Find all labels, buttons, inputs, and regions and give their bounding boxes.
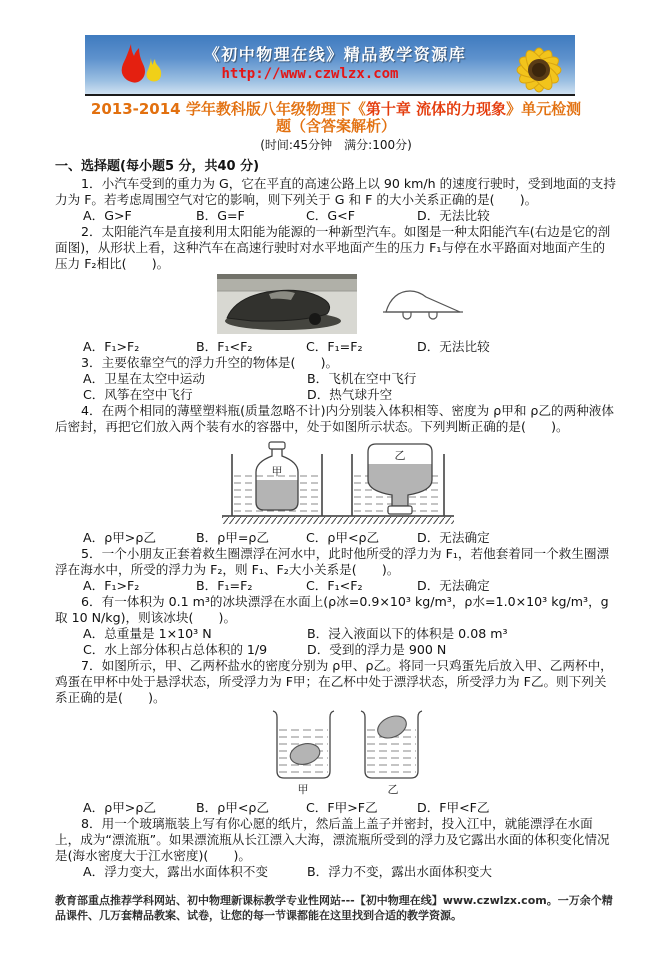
- option-b: B．G=F: [196, 208, 245, 223]
- question-2: [55, 224, 617, 355]
- question-6: [55, 594, 617, 658]
- option-c: C．F₁<F₂: [306, 578, 363, 593]
- page-footer: 教育部重点推荐学科网站、初中物理新课标教学专业性网站---【初中物理在线】www.czwlzx.com。一万余个精品课件、几万套精品教案、试卷，让您的每一节课都能在这里找到合适的教学资源。: [55, 894, 613, 922]
- question-6-options-row1: [55, 626, 617, 642]
- option-a: A．G>F: [83, 208, 132, 223]
- option-d: D．无法确定: [417, 578, 490, 593]
- question-3-options-row2: [55, 387, 617, 403]
- title-chapter: 第十章 流体的力现象: [365, 100, 507, 118]
- banner-site-url[interactable]: http://www.czwlzx.com: [221, 66, 399, 82]
- question-7: [55, 658, 617, 816]
- option-b: B．F₁=F₂: [196, 578, 253, 593]
- question-6-options-row2: [55, 642, 617, 658]
- option-d: D．无法确定: [417, 530, 490, 545]
- bottle-right-label: 乙: [394, 449, 406, 462]
- banner-site-title: 《初中物理在线》精品教学资源库: [203, 45, 467, 64]
- question-2-text: 2．太阳能汽车是直接利用太阳能为能源的一种新型汽车。如图是一种太阳能汽车(右边是它的剖面图)，从形状上看，这种汽车在高速行驶时对水平地面产生的压力 F₁与停在水平路面对地面产生的压力 F₂相比( )。: [55, 224, 611, 271]
- option-b: B．ρ甲<ρ乙: [196, 800, 269, 815]
- question-4-options: [55, 530, 617, 546]
- question-8-options: [55, 864, 617, 880]
- option-b: B．飞机在空中飞行: [307, 371, 417, 386]
- option-c: C．ρ甲<ρ乙: [306, 530, 380, 545]
- question-7-text: 7．如图所示，甲、乙两杯盐水的密度分别为 ρ甲、ρ乙。将同一只鸡蛋先后放入甲、乙两杯中，鸡蛋在甲杯中处于悬浮状态，所受浮力为 F甲；在乙杯中处于漂浮状态，所受浮力为 F乙。则下列关系正确的是( )。: [55, 658, 613, 705]
- question-2-options: [55, 339, 617, 355]
- option-d: D．F甲<F乙: [417, 800, 490, 815]
- question-4-text: 4．在两个相同的薄壁塑料瓶(质量忽略不计)内分别装入体积相等、密度为 ρ甲和 ρ乙的两种液体后密封，再把它们放入两个装有水的容器中，处于如图所示状态。下列判断正确的是( )。: [55, 403, 614, 434]
- beaker-left-label: 甲: [297, 783, 309, 796]
- site-banner: [85, 35, 575, 96]
- option-b: B．F₁<F₂: [196, 339, 253, 354]
- title-prefix: 2013-2014 学年教科版八年级物理下《: [90, 100, 366, 118]
- bottles-in-water-figure: [222, 438, 617, 528]
- bottle-left-label: 甲: [271, 465, 283, 478]
- option-d: D．热气球升空: [307, 387, 393, 402]
- option-a: A．浮力变大，露出水面体积不变: [83, 864, 268, 879]
- question-5-text: 5．一个小朋友正套着救生圈漂浮在河水中，此时他所受的浮力为 F₁，若他套着同一个救生圈漂浮在海水中，所受的浮力为 F₂，则 F₁、F₂大小关系是( )。: [55, 546, 610, 577]
- option-a: A．ρ甲>ρ乙: [83, 530, 156, 545]
- option-b: B．ρ甲=ρ乙: [196, 530, 269, 545]
- option-a: A．ρ甲>ρ乙: [83, 800, 156, 815]
- option-b: B．浮力不变，露出水面体积变大: [307, 864, 492, 879]
- question-8-text: 8．用一个玻璃瓶装上写有你心愿的纸片，然后盖上盖子并密封，投入江中，就能漂浮在水面上，成为“漂流瓶”。如果漂流瓶从长江漂入大海，漂流瓶所受到的浮力及它露出水面的体积变化情况是(海水密度大于江水密度)( )。: [55, 816, 610, 863]
- eggs-in-saltwater-figure: [262, 708, 617, 800]
- car-cross-section-figure: [383, 286, 463, 326]
- option-d: D．无法比较: [417, 208, 490, 223]
- option-c: C．G<F: [306, 208, 355, 223]
- option-c: C．F₁=F₂: [306, 339, 363, 354]
- option-d: D．无法比较: [417, 339, 490, 354]
- question-1-text: 1．小汽车受到的重力为 G，它在平直的高速公路上以 90 km/h 的速度行驶时，受到地面的支持力为 F。若考虑周围空气对它的影响，则下列关于 G 和 F 的大小关系正确的是( )。: [55, 176, 616, 207]
- question-3-text: 3．主要依靠空气的浮力升空的物体是( )。: [81, 355, 339, 370]
- title-line2: 题（含答案解析）: [275, 117, 396, 135]
- sunflower-image: [507, 36, 571, 96]
- option-c: C．水上部分体积占总体积的 1/9: [83, 642, 268, 657]
- question-5-options: [55, 578, 617, 594]
- question-4: [55, 403, 617, 546]
- time-score-line: (时间:45分钟 满分:100分): [260, 138, 412, 152]
- question-8: [55, 816, 617, 880]
- option-a: A．总重量是 1×10³ N: [83, 626, 212, 641]
- exam-page: [0, 35, 661, 880]
- option-a: A．F₁>F₂: [83, 578, 140, 593]
- question-6-text: 6．有一体积为 0.1 m³的冰块漂浮在水面上(ρ冰=0.9×10³ kg/m³，ρ水=1.0×10³ kg/m³，g取 10 N/kg)，则该冰块( )。: [55, 594, 609, 625]
- option-c: C．F甲>F乙: [306, 800, 378, 815]
- question-3-options-row1: [55, 371, 617, 387]
- option-b: B．浸入液面以下的体积是 0.08 m³: [307, 626, 508, 641]
- question-3: [55, 355, 617, 403]
- solar-car-photo: [217, 274, 357, 338]
- question-2-figures: [217, 274, 617, 338]
- section-heading: 一、选择题(每小题5 分，共40 分): [55, 159, 260, 174]
- option-d: D．受到的浮力是 900 N: [307, 642, 447, 657]
- title-suffix: 》单元检测: [506, 100, 582, 118]
- question-7-options: [55, 800, 617, 816]
- document-title: [55, 101, 617, 135]
- option-a: A．卫星在太空中运动: [83, 371, 205, 386]
- beaker-right-label: 乙: [387, 783, 399, 796]
- option-c: C．风筝在空中飞行: [83, 387, 193, 402]
- option-a: A．F₁>F₂: [83, 339, 140, 354]
- question-1: [55, 176, 617, 224]
- question-1-options: [55, 208, 617, 224]
- question-5: [55, 546, 617, 594]
